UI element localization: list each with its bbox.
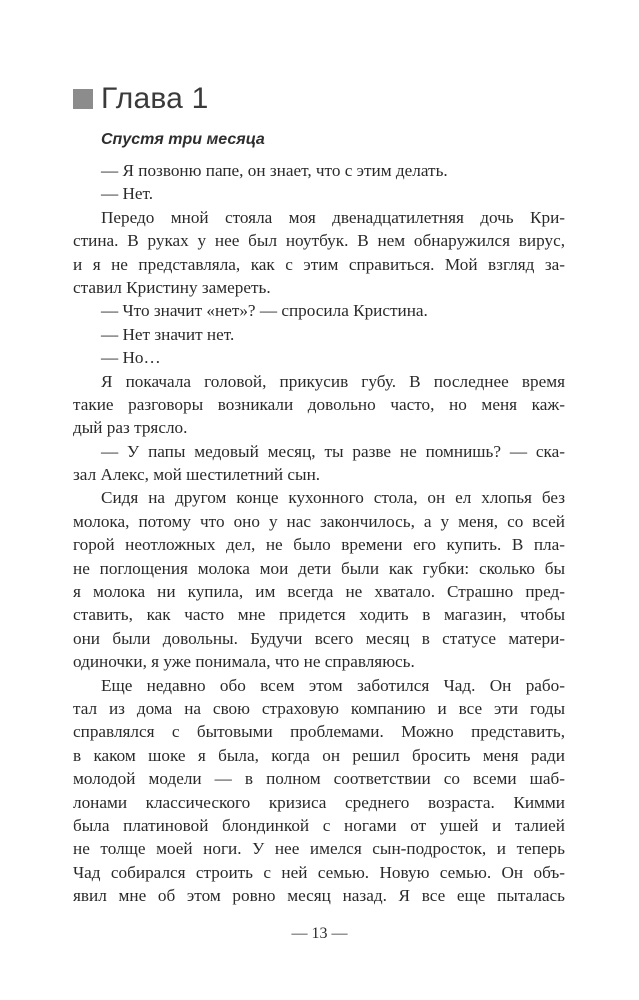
text-line: в каком шоке я была, когда он решил бросить меня ради [73, 745, 565, 765]
page-number: — 13 — [291, 925, 348, 942]
square-bullet-icon [73, 89, 93, 109]
text-line: тал из дома на свою страховую компанию и все эти годы [73, 698, 565, 718]
text-line: лонами классического кризиса среднего возраста. Кимми [73, 792, 565, 812]
text-line: стина. В руках у нее был ноутбук. В нем обнаружился вирус, [73, 231, 565, 251]
chapter-heading [73, 80, 208, 118]
text-line: — Что значит «нет»? — спросила Кристина. [101, 301, 428, 321]
text-line: не поглощения молока мои дети были как губки: сколько бы [73, 558, 565, 578]
text-line: справлялся с бытовыми проблемами. Можно представить, [73, 722, 565, 742]
text-line: ставить, как часто мне придется ходить в магазин, чтобы [73, 605, 565, 625]
text-line: молодой модели — в полном соответствии со всеми шаб- [73, 769, 565, 789]
text-line: дый раз трясло. [73, 418, 188, 438]
text-line: зал Алекс, мой шестилетний сын. [73, 465, 321, 485]
body-text [73, 159, 565, 908]
chapter-title: Глава 1 [101, 82, 209, 115]
text-line: была платиновой блондинкой с ногами от ушей и талией [73, 815, 565, 835]
text-line: одиночки, я уже понимала, что не справляюсь. [73, 652, 415, 672]
text-line: Я покачала головой, прикусив губу. В последнее время [101, 371, 565, 391]
text-line: Передо мной стояла моя двенадцатилетняя дочь Кри- [101, 207, 565, 227]
text-line: я молока ни купила, им всегда не хватало. Страшно пред- [73, 582, 565, 602]
text-line: не толще моей ноги. У нее имелся сын-подросток, и теперь [73, 839, 565, 859]
text-line: — Но… [101, 348, 161, 368]
text-line: такие разговоры возникали довольно часто, но меня каж- [73, 394, 565, 414]
text-line: явил мне об этом ровно месяц назад. Я все еще пыталась [73, 886, 565, 906]
text-line: и я не представляла, как с этим справиться. Мой взгляд за- [73, 254, 565, 274]
text-line: Сидя на другом конце кухонного стола, он ел хлопья без [101, 488, 565, 508]
text-line: молока, потому что оно у нас закончилось, а у меня, со всей [73, 511, 565, 531]
text-line: ставил Кристину замереть. [73, 277, 271, 297]
text-line: — Я позвоню папе, он знает, что с этим делать. [101, 161, 448, 180]
text-line: — У папы медовый месяц, ты разве не помнишь? — ска- [101, 441, 565, 461]
text-line: Еще недавно обо всем этом заботился Чад. Он рабо- [101, 675, 565, 695]
text-line: они были довольны. Будучи всего месяц в статусе матери- [73, 628, 565, 648]
text-line: Чад собирался строить с ней семью. Новую семью. Он объ- [73, 862, 565, 882]
text-line: горой неотложных дел, не было времени его купить. В пла- [73, 535, 565, 555]
text-line: — Нет значит нет. [101, 324, 235, 344]
text-line: — Нет. [101, 184, 154, 204]
chapter-subtitle: Спустя три месяца [101, 131, 265, 148]
